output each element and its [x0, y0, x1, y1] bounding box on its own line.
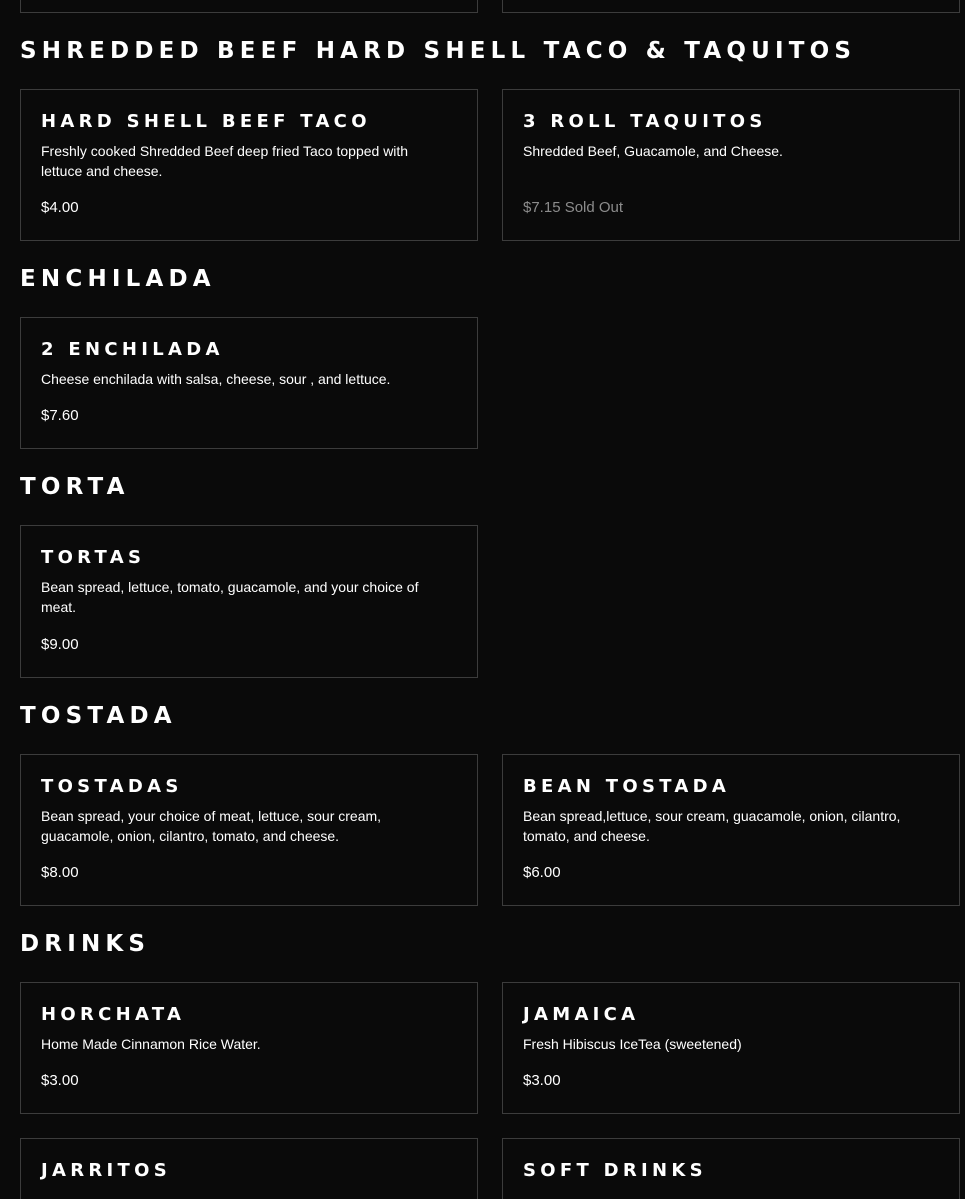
menu-item-card-tostadas[interactable]	[20, 754, 478, 906]
item-description: Bean spread, lettuce, tomato, guacamole, and your choice of meat.	[41, 579, 419, 615]
section-title-torta: TORTA	[20, 474, 130, 500]
item-name: TOSTADAS	[41, 776, 183, 797]
menu-item-card[interactable]	[502, 0, 960, 13]
menu-item-card-jamaica[interactable]	[502, 982, 960, 1114]
menu-item-card-soft-drinks[interactable]	[502, 1138, 960, 1199]
section-title-drinks: DRINKS	[20, 931, 151, 957]
menu-item-card-2-enchilada[interactable]	[20, 317, 478, 449]
menu-item-card-bean-tostada[interactable]	[502, 754, 960, 906]
item-name: 2 ENCHILADA	[41, 339, 224, 360]
item-name: 3 ROLL TAQUITOS	[523, 111, 767, 132]
item-price: $7.60	[41, 407, 79, 424]
item-price: $9.00	[41, 636, 79, 653]
item-name: HARD SHELL BEEF TACO	[41, 111, 371, 132]
item-name: SOFT DRINKS	[523, 1160, 707, 1181]
item-description: Shredded Beef, Guacamole, and Cheese.	[523, 143, 783, 159]
item-price: $3.00	[523, 1072, 561, 1089]
item-description: Freshly cooked Shredded Beef deep fried Taco topped with lettuce and cheese.	[41, 143, 409, 179]
item-description: Cheese enchilada with salsa, cheese, sour , and lettuce.	[41, 371, 391, 387]
menu-item-card-3-roll-taquitos[interactable]	[502, 89, 960, 241]
menu-item-card-tortas[interactable]	[20, 525, 478, 678]
menu-item-card-jarritos[interactable]	[20, 1138, 478, 1199]
section-title-shredded-beef: SHREDDED BEEF HARD SHELL TACO & TAQUITOS	[20, 38, 857, 64]
item-price: $4.00	[41, 199, 79, 216]
item-description: Bean spread, your choice of meat, lettuce, sour cream, guacamole, onion, cilantro, tomato, and cheese.	[41, 808, 382, 844]
item-name: TORTAS	[41, 547, 146, 568]
item-price: $6.00	[523, 864, 561, 881]
item-name: HORCHATA	[41, 1004, 186, 1025]
menu-item-card-horchata[interactable]	[20, 982, 478, 1114]
section-title-enchilada: ENCHILADA	[20, 266, 216, 292]
item-price: $8.00	[41, 864, 79, 881]
item-price: $3.00	[41, 1072, 79, 1089]
menu-item-card-hard-shell-beef-taco[interactable]	[20, 89, 478, 241]
item-name: JARRITOS	[41, 1160, 171, 1181]
menu-item-card[interactable]	[20, 0, 478, 13]
item-description: Fresh Hibiscus IceTea (sweetened)	[523, 1036, 742, 1052]
item-description: Bean spread,lettuce, sour cream, guacamole, onion, cilantro, tomato, and cheese.	[523, 808, 901, 844]
item-name: JAMAICA	[523, 1004, 640, 1025]
item-description: Home Made Cinnamon Rice Water.	[41, 1036, 261, 1052]
item-price-sold-out: $7.15 Sold Out	[523, 199, 624, 216]
item-name: BEAN TOSTADA	[523, 776, 731, 797]
section-title-tostada: TOSTADA	[20, 703, 177, 729]
